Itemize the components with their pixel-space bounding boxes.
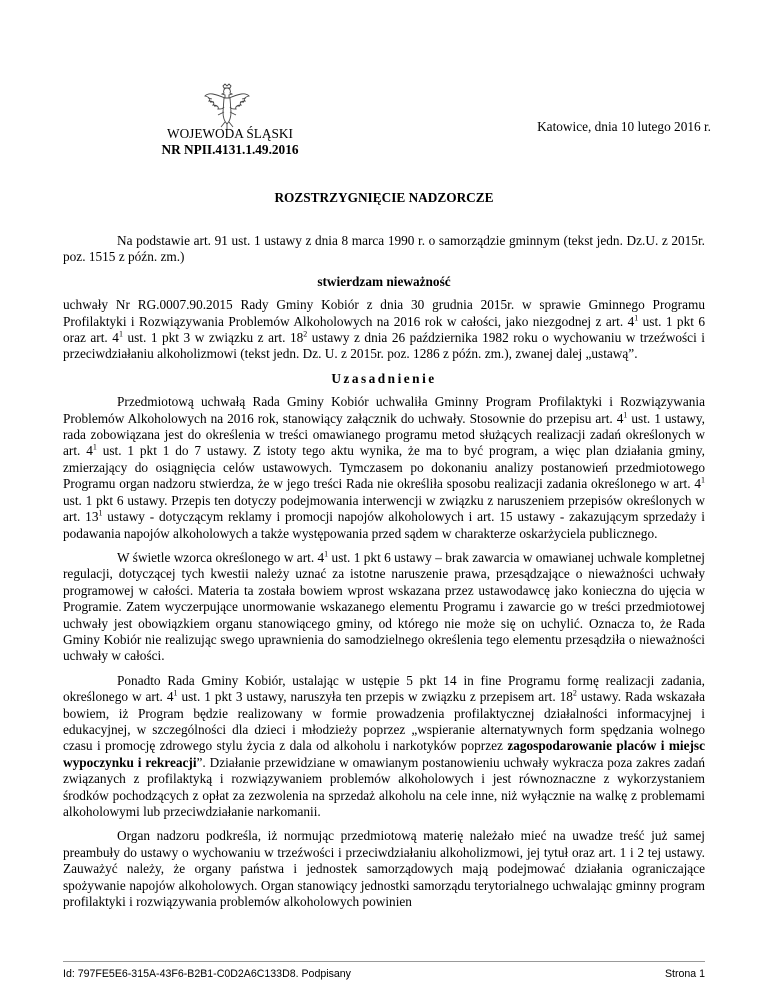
emphasized-phrase: zagospodarowanie placów i miejsc wypoczynku i rekreacji [63,738,705,770]
polish-eagle-emblem-icon [201,82,253,130]
document-body [63,233,705,918]
justification-paragraph-2: W świetle wzorca określonego w art. $4^1$ ust. 1 pkt 6 ustawy – brak zawarcia w omawianej uchwale kompletnej regulacji, dotyczącej tych kwestii należy uznać za istotne naruszenie prawa, przesądzające o nieważności uchwały programowej w całości. Materia ta została bowiem wprost wskazana przez ustawodawcę jako konieczna do ujęcia w Programie. Zatem wyczerpujące unormowanie wskazanego elementu Programu i zawarcie go w treści przedmiotowej uchwały jest obowiązkiem organu stanowiącego gminy, od którego nie może się on uchylić. Oznacza to, że Rada Gminy Kobiór nie realizując swego uprawnienia do samodzielnego określenia tego elementu przesądziła o nieważności uchwały w całości. [63,549,705,664]
document-date: Katowice, dnia 10 lutego 2016 r. [537,119,711,134]
document-number: NR NPII.4131.1.49.2016 [161,142,299,158]
document-title: ROZSTRZYGNIĘCIE NADZORCZE [274,190,494,205]
justification-paragraph-3: Ponadto Rada Gminy Kobiór, ustalając w ustępie 5 pkt 14 in fine Programu formę realizacji zadania, określonego w art. $4^1$ ust. 1 pkt 3 ustawy, naruszyła ten przepis w związku z przepisem art. $18^2$ ustawy. Rada wskazała bowiem, iż Program będzie realizowany w formie prowadzenia profilaktycznej działalności informacyjnej i edukacyjnej, w szczególności dla dzieci i młodzieży poprzez „wspieranie alternatywnych form spędzania wolnego czasu i promocję zdrowego stylu życia z dala od alkoholu i narkotyków poprzez zagospodarowanie placów i miejsc wypoczynku i rekreacji”. Działanie przewidziane w omawianym postanowieniu uchwały wykracza poza zakres zadań związanych z profilaktyką i rozwiązywaniem problemów alkoholowych i jest równoznaczne z wykorzystaniem środków pochodzących z opłat za zezwolenia na sprzedaż alkoholu na cele inne, niż wyłącznie na walkę z problemami alkoholowymi lub przeciwdziałanie narkomanii. [63,672,705,819]
declaration-heading: stwierdzam nieważność [317,273,451,289]
justification-paragraph-4: Organ nadzoru podkreśla, iż normując przedmiotową materię należało mieć na uwadze treść już samej preambuły do ustawy o wychowaniu w trzeźwości i przeciwdziałaniu alkoholizmowi, jej tytuł oraz art. 1 i 2 tej ustawy. Zauważyć należy, że organy państwa i jednostek samorządowych mają podejmować działania ograniczające spożywanie napojów alkoholowych. Organ stanowiący jednostki samorządu terytorialnego uchwalając gminny program profilaktyki i rozwiązywania problemów alkoholowych powinien [63,828,705,910]
footer-page-number: Strona 1 [664,968,705,980]
resolution-paragraph: uchwały Nr RG.0007.90.2015 Rady Gminy Kobiór z dnia 30 grudnia 2015r. w sprawie Gminnego Programu Profilaktyki i Rozwiązywania Problemów Alkoholowych na 2016 rok w całości, jako niezgodnej z art. $4^1$ ust. 1 pkt 6 oraz art. $4^1$ ust. 1 pkt 3 w związku z art. $18^2$ ustawy z dnia 26 października 1982 roku o wychowaniu w trzeźwości i przeciwdziałaniu alkoholizmowi (tekst jedn. Dz. U. z 2015r. poz. 1286 z późn. zm.), zwanej dalej „ustawą”. [63,297,706,362]
issuer-block [160,126,300,159]
footer-divider [63,961,705,962]
intro-paragraph: Na podstawie art. 91 ust. 1 ustawy z dnia 8 marca 1990 r. o samorządzie gminnym (tekst jedn. Dz.U. z 2015r. poz. 1515 z późn. zm.) [63,233,705,265]
issuer-name: WOJEWODA ŚLĄSKI [167,126,293,141]
justification-paragraph-1: Przedmiotową uchwałą Rada Gminy Kobiór uchwaliła Gminny Program Profilaktyki i Rozwiązywania Problemów Alkoholowych na 2016 rok, stanowiący załącznik do uchwały. Stosownie do przepisu art. $4^1$ ust. 1 ustawy, rada zobowiązana jest do określenia w treści omawianego programu metod służących realizacji zadań określonych w art. $4^1$ ust. 1 pkt 1 do 7 ustawy. Z istoty tego aktu wynika, że ma to być program, a więc plan działania gminy, zmierzający do osiągnięcia celów ustawowych. Tymczasem po dokonaniu analizy postanowień przedmiotowego Programu organ nadzoru stwierdza, że w jego treści Rada nie określiła sposobu realizacji zadania określonego w art. $4^1$ ust. 1 pkt 6 ustawy. Przepis ten dotyczy podejmowania interwencji w związku z naruszeniem przepisów określonych w art. $13^1$ ustawy - dotyczącym reklamy i promocji napojów alkoholowych i art. 15 ustawy - zakazującym sprzedaży i podawania napojów alkoholowych a także występowania przed sądem w charakterze oskarżyciela publicznego. [63,394,705,541]
justification-heading: Uzasadnienie [331,370,437,386]
footer-document-id: Id: 797FE5E6-315A-43F6-B2B1-C0D2A6C133D8. Podpisany [63,968,351,980]
